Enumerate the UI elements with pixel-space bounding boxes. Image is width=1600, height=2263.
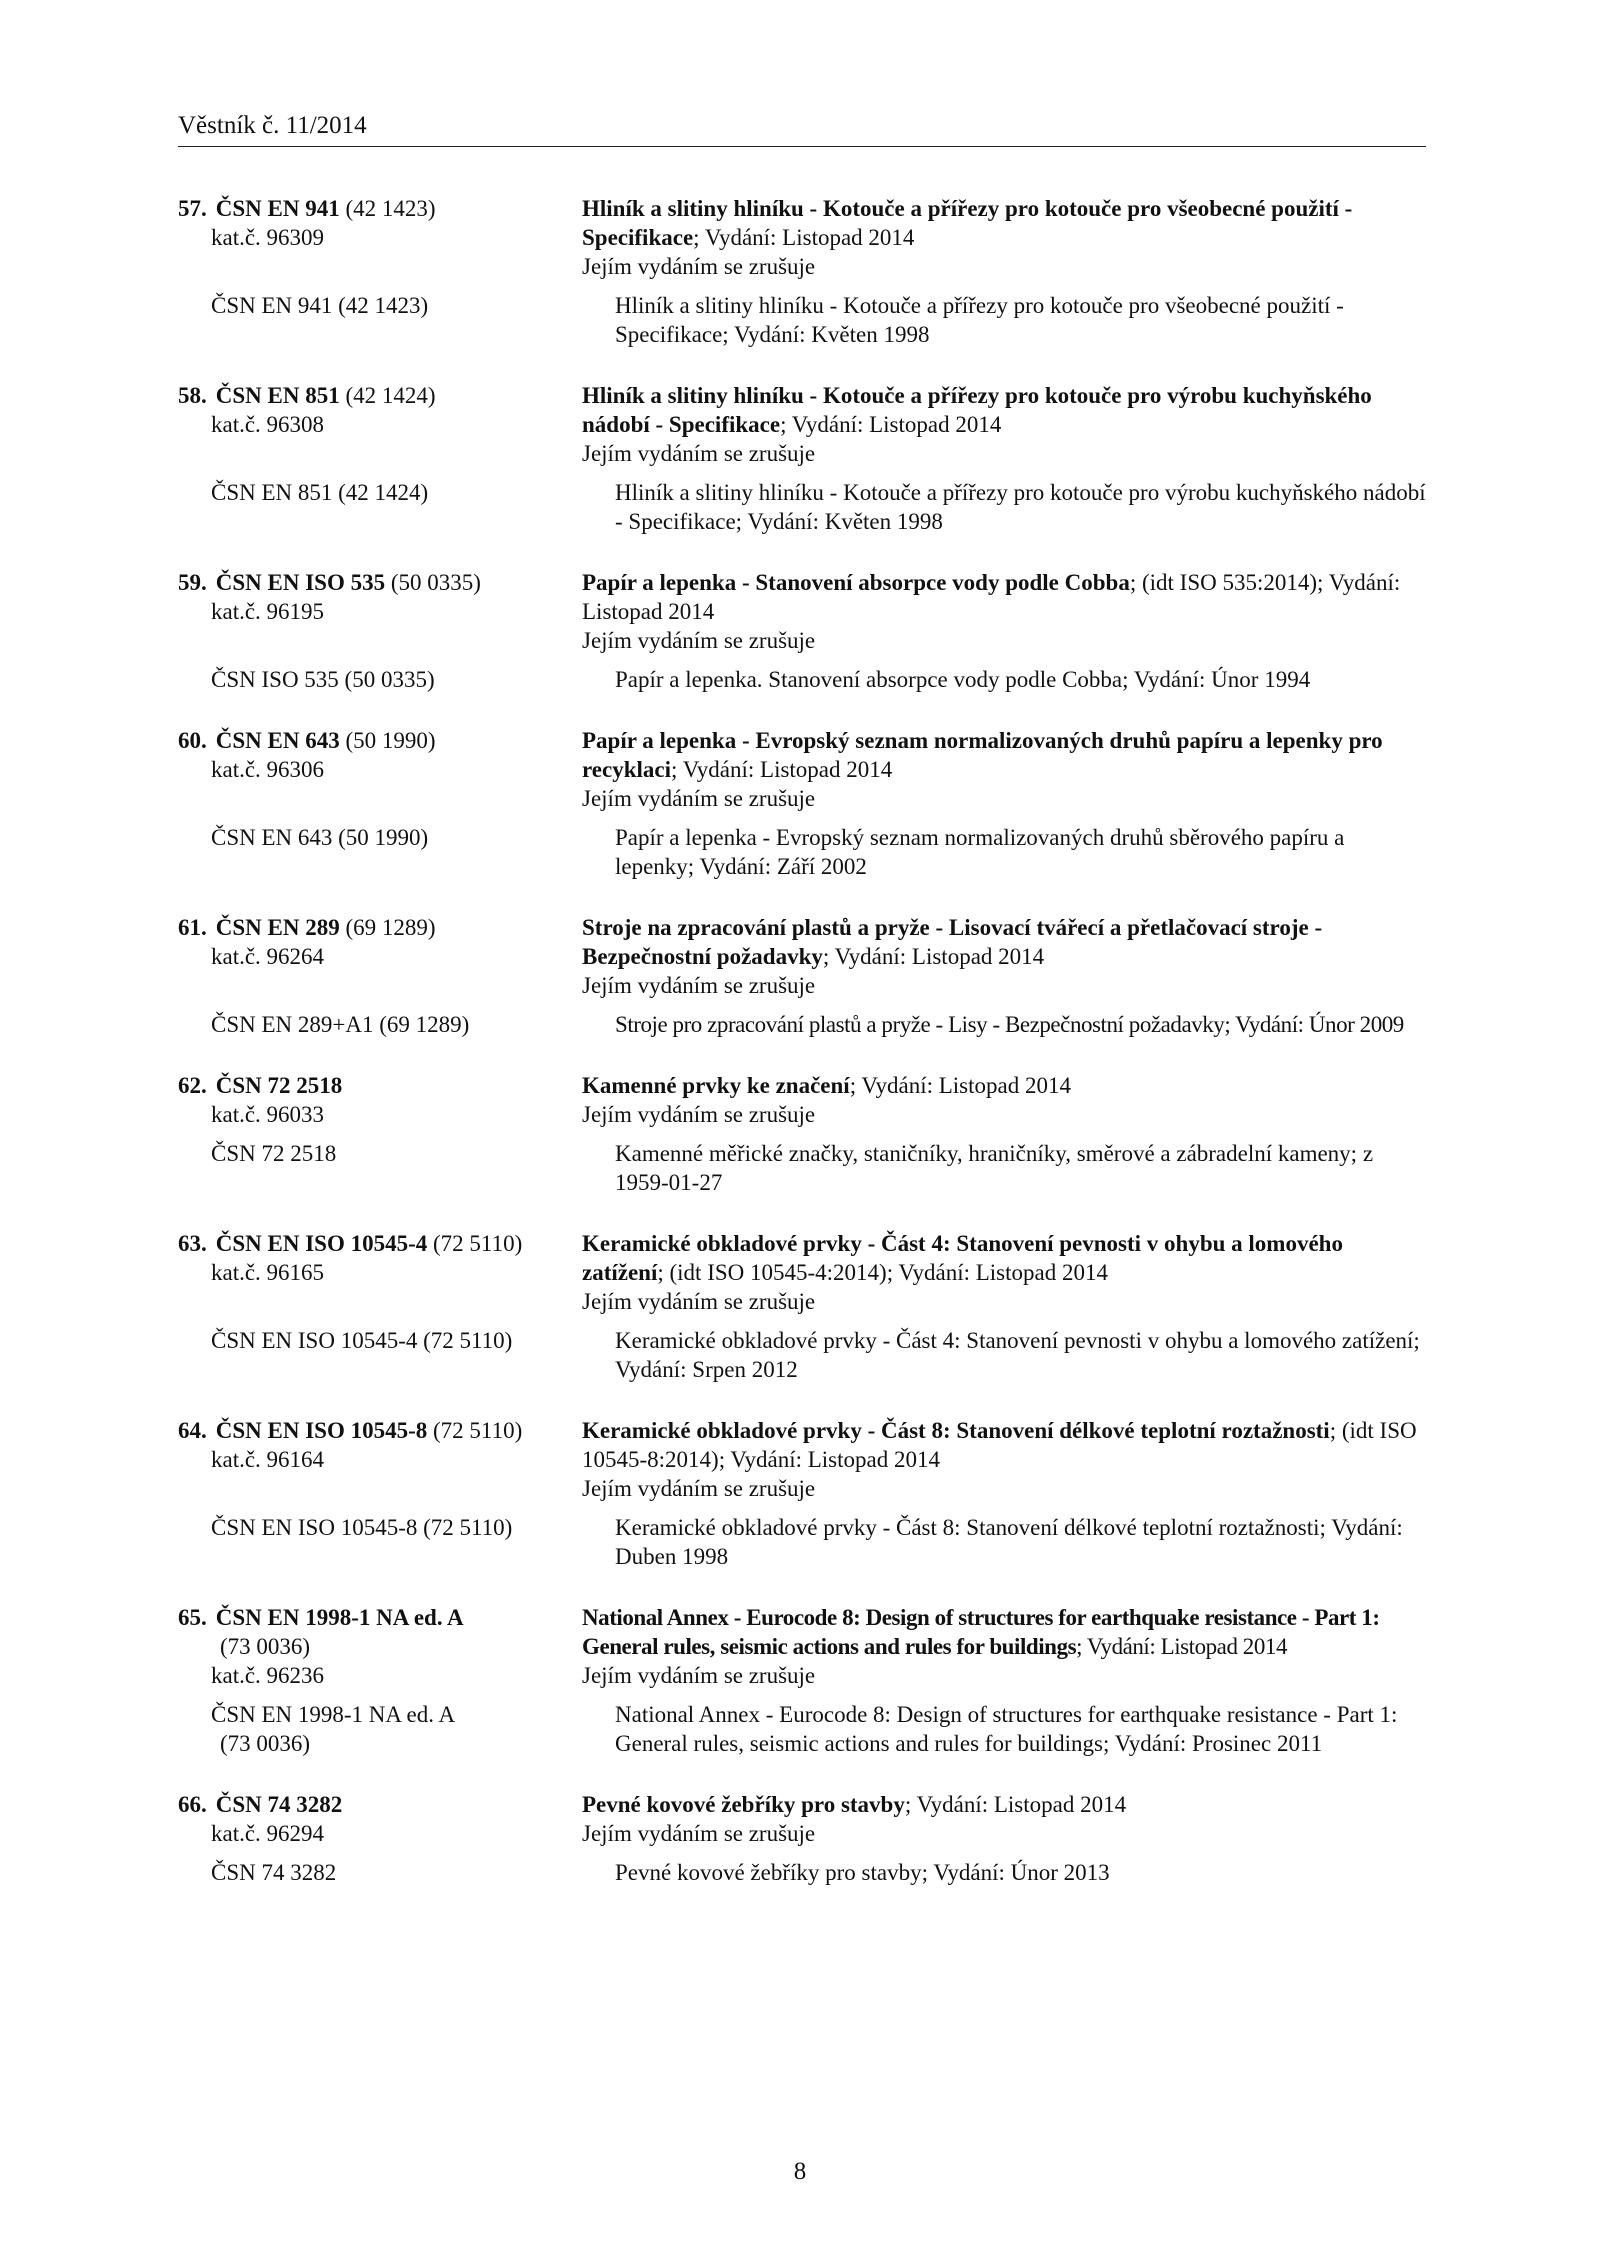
replaced-standard-title: Keramické obkladové prvky - Část 4: Stanovení pevnosti v ohybu a lomového zatížení; Vydání: Srpen 2012 <box>615 1328 1420 1382</box>
entry-number: 62. <box>178 1073 207 1098</box>
classification-code: (69 1289) <box>345 915 436 940</box>
standard-entry <box>178 381 1428 536</box>
edition-info: ; Vydání: Listopad 2014 <box>904 1792 1127 1817</box>
standard-identifier <box>178 1603 582 1690</box>
standard-code: ČSN EN ISO 535 <box>215 570 386 595</box>
catalog-number: kat.č. 96308 <box>211 412 325 437</box>
standard-description <box>582 726 1428 813</box>
standard-identifier <box>178 381 582 468</box>
replaced-standard-code: ČSN ISO 535 (50 0335) <box>211 667 435 692</box>
entry-number: 66. <box>178 1792 207 1817</box>
standard-description <box>582 1603 1428 1690</box>
classification-code: (42 1424) <box>345 383 436 408</box>
standard-title: Hliník a slitiny hliníku - Kotouče a přířezy pro kotouče pro všeobecné použití - Specifikace <box>582 196 1353 250</box>
standard-code: ČSN 74 3282 <box>215 1792 343 1817</box>
standard-description <box>582 1071 1428 1129</box>
edition-info: ; (idt ISO 535:2014); Vydání: Listopad 2014 <box>582 570 1401 624</box>
edition-info: ; (idt ISO 10545-4:2014); Vydání: Listopad 2014 <box>657 1260 1108 1285</box>
standard-code: ČSN EN 643 <box>215 728 340 753</box>
replaced-standard-code: ČSN 74 3282 <box>211 1860 337 1885</box>
standard-title: Keramické obkladové prvky - Část 4: Stanovení pevnosti v ohybu a lomového zatížení <box>582 1231 1343 1285</box>
replaced-standard-title: Pevné kovové žebříky pro stavby; Vydání: Únor 2013 <box>615 1860 1110 1885</box>
header-rule <box>178 146 1426 147</box>
standard-entry <box>178 1229 1428 1384</box>
standard-description <box>582 1790 1428 1848</box>
entry-number: 57. <box>178 196 207 221</box>
replaced-standard-code: ČSN EN ISO 10545-8 (72 5110) <box>211 1515 513 1540</box>
replaced-standard-code: ČSN EN ISO 10545-4 (72 5110) <box>211 1328 513 1353</box>
replaces-label: Jejím vydáním se zrušuje <box>582 1102 816 1127</box>
standards-list <box>178 194 1428 1919</box>
replaces-label: Jejím vydáním se zrušuje <box>582 1476 816 1501</box>
standard-code: ČSN EN 851 <box>215 383 340 408</box>
entry-number: 58. <box>178 383 207 408</box>
replaced-standard-title: Papír a lepenka. Stanovení absorpce vody podle Cobba; Vydání: Únor 1994 <box>615 667 1311 692</box>
replaced-standard-code: ČSN EN 289+A1 (69 1289) <box>211 1012 470 1037</box>
replaced-standard-code: ČSN 72 2518 <box>211 1141 337 1166</box>
standard-title: Stroje na zpracování plastů a pryže - Lisovací tvářecí a přetlačovací stroje - Bezpečnostní požadavky <box>582 915 1323 969</box>
standard-identifier <box>178 726 582 813</box>
classification-code: (72 5110) <box>433 1231 523 1256</box>
page-number: 8 <box>793 2158 807 2185</box>
standard-title: Kamenné prvky ke značení <box>582 1073 850 1098</box>
standard-entry <box>178 1790 1428 1887</box>
entry-number: 61. <box>178 915 207 940</box>
replaced-standard-code: ČSN EN 851 (42 1424) <box>211 480 429 505</box>
standard-identifier <box>178 1229 582 1316</box>
replaced-standard-title: Hliník a slitiny hliníku - Kotouče a přířezy pro kotouče pro výrobu kuchyňského nádobí - Specifikace; Vydání: Květen 1998 <box>615 480 1426 534</box>
classification-code: (50 0335) <box>390 570 481 595</box>
standard-title: National Annex - Eurocode 8: Design of structures for earthquake resistance - Part 1: General rules, seismic actions and rules for buildings <box>582 1605 1380 1659</box>
standard-description <box>582 913 1428 1000</box>
standard-description <box>582 1416 1428 1503</box>
standard-title: Papír a lepenka - Evropský seznam normalizovaných druhů papíru a lepenky pro recyklaci <box>582 728 1383 782</box>
edition-info: ; Vydání: Listopad 2014 <box>822 944 1045 969</box>
standard-identifier <box>178 568 582 655</box>
catalog-number: kat.č. 96033 <box>211 1102 325 1127</box>
standard-code: ČSN EN 941 <box>215 196 340 221</box>
catalog-number: kat.č. 96306 <box>211 757 325 782</box>
standard-entry <box>178 913 1428 1039</box>
classification-code: (72 5110) <box>433 1418 523 1443</box>
standard-identifier <box>178 1416 582 1503</box>
replaces-label: Jejím vydáním se zrušuje <box>582 441 816 466</box>
edition-info: ; (idt ISO 10545-8:2014); Vydání: Listopad 2014 <box>582 1418 1417 1472</box>
replaced-standard-title: National Annex - Eurocode 8: Design of structures for earthquake resistance - Part 1: General rules, seismic actions and rules for buildings; Vydání: Prosinec 2011 <box>615 1702 1398 1756</box>
standard-code: ČSN EN ISO 10545-8 <box>215 1418 428 1443</box>
edition-info: ; Vydání: Listopad 2014 <box>693 225 915 250</box>
edition-info: ; Vydání: Listopad 2014 <box>780 412 1002 437</box>
standard-title: Pevné kovové žebříky pro stavby <box>582 1792 905 1817</box>
replaces-label: Jejím vydáním se zrušuje <box>582 786 816 811</box>
standard-entry <box>178 1416 1428 1571</box>
standard-code: ČSN EN ISO 10545-4 <box>215 1231 428 1256</box>
bulletin-header: Věstník č. 11/2014 <box>178 112 367 139</box>
standard-code: ČSN 72 2518 <box>215 1073 343 1098</box>
standard-description <box>582 568 1428 655</box>
entry-number: 64. <box>178 1418 207 1443</box>
standard-code: ČSN EN 289 <box>215 915 340 940</box>
standard-description <box>582 194 1428 281</box>
standard-identifier <box>178 913 582 1000</box>
entry-number: 60. <box>178 728 207 753</box>
standard-code: ČSN EN 1998-1 NA ed. A <box>215 1605 464 1630</box>
catalog-number: kat.č. 96264 <box>211 944 325 969</box>
edition-info: ; Vydání: Listopad 2014 <box>849 1073 1071 1098</box>
catalog-number: kat.č. 96294 <box>211 1821 325 1846</box>
standard-description <box>582 381 1428 468</box>
replaces-label: Jejím vydáním se zrušuje <box>582 1663 816 1688</box>
edition-info: ; Vydání: Listopad 2014 <box>671 757 893 782</box>
catalog-number: kat.č. 96164 <box>211 1447 325 1472</box>
entry-number: 59. <box>178 570 207 595</box>
entry-number: 63. <box>178 1231 207 1256</box>
standard-title: Keramické obkladové prvky - Část 8: Stanovení délkové teplotní roztažnosti <box>582 1418 1330 1443</box>
replaces-label: Jejím vydáním se zrušuje <box>582 973 816 998</box>
replaced-standard-title: Kamenné měřické značky, staničníky, hraničníky, směrové a zábradelní kameny; z 1959-01-27 <box>615 1141 1374 1195</box>
catalog-number: kat.č. 96309 <box>211 225 325 250</box>
replaces-label: Jejím vydáním se zrušuje <box>582 1821 816 1846</box>
entry-number: 65. <box>178 1605 207 1630</box>
replaced-standard-title: Papír a lepenka - Evropský seznam normalizovaných druhů sběrového papíru a lepenky; Vydání: Září 2002 <box>615 825 1345 879</box>
standard-entry <box>178 1603 1428 1758</box>
standard-description <box>582 1229 1428 1316</box>
standard-entry <box>178 1071 1428 1197</box>
standard-title: Hliník a slitiny hliníku - Kotouče a přířezy pro kotouče pro výrobu kuchyňského nádobí - Specifikace <box>582 383 1372 437</box>
standard-entry <box>178 568 1428 694</box>
replaced-standard-code: ČSN EN 941 (42 1423) <box>211 293 429 318</box>
classification-code: (42 1423) <box>345 196 436 221</box>
replaces-label: Jejím vydáním se zrušuje <box>582 1289 816 1314</box>
catalog-number: kat.č. 96165 <box>211 1260 325 1285</box>
replaced-standard-title: Stroje pro zpracování plastů a pryže - Lisy - Bezpečnostní požadavky; Vydání: Únor 2009 <box>615 1012 1404 1037</box>
standard-identifier <box>178 1790 582 1848</box>
standard-title: Papír a lepenka - Stanovení absorpce vody podle Cobba <box>582 570 1130 595</box>
catalog-number: kat.č. 96195 <box>211 599 325 624</box>
catalog-number: kat.č. 96236 <box>211 1663 325 1688</box>
replaced-standard-title: Keramické obkladové prvky - Část 8: Stanovení délkové teplotní roztažnosti; Vydání: Duben 1998 <box>615 1515 1403 1569</box>
replaces-label: Jejím vydáním se zrušuje <box>582 628 816 653</box>
standard-entry <box>178 726 1428 881</box>
replaced-standard-code: ČSN EN 643 (50 1990) <box>211 825 429 850</box>
standard-identifier <box>178 1071 582 1129</box>
replaced-standard-title: Hliník a slitiny hliníku - Kotouče a přířezy pro kotouče pro všeobecné použití - Specifikace; Vydání: Květen 1998 <box>615 293 1344 347</box>
standard-identifier <box>178 194 582 281</box>
replaces-label: Jejím vydáním se zrušuje <box>582 254 816 279</box>
classification-code: (73 0036) <box>220 1634 311 1659</box>
replaced-standard-code: ČSN EN 1998-1 NA ed. A (73 0036) <box>211 1702 456 1756</box>
edition-info: ; Vydání: Listopad 2014 <box>1076 1634 1287 1659</box>
standard-entry <box>178 194 1428 349</box>
classification-code: (50 1990) <box>345 728 436 753</box>
